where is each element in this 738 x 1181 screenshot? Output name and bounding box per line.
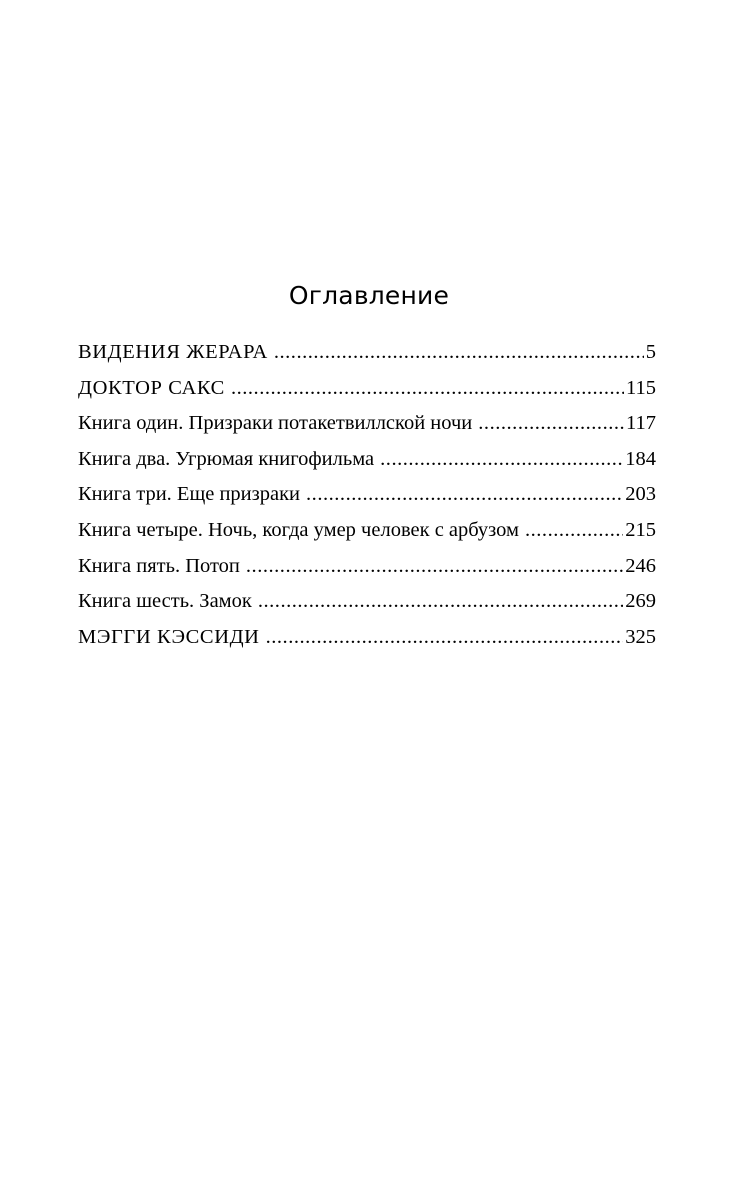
toc-dot-leader xyxy=(306,478,623,510)
toc-entry xyxy=(78,407,656,443)
toc-page-number: 5 xyxy=(645,341,656,363)
toc-entry xyxy=(78,621,656,657)
toc-page-number: 246 xyxy=(625,554,656,577)
toc-dot-leader xyxy=(525,514,623,546)
toc-dot-leader xyxy=(246,550,623,582)
toc-heading: Оглавление xyxy=(288,281,450,310)
toc-entry-title: ВИДЕНИЯ ЖЕРАРА xyxy=(78,341,268,363)
toc-dot-leader xyxy=(266,621,624,653)
toc-entry-title: Книга шесть. Замок xyxy=(78,590,252,613)
toc-dot-leader xyxy=(231,372,624,404)
toc-page-number: 203 xyxy=(625,483,656,506)
toc-entry-title: ДОКТОР САКС xyxy=(78,376,225,399)
toc-entry-title: Книга один. Призраки потакетвиллской ночи xyxy=(78,412,473,435)
toc-entry xyxy=(78,443,656,479)
toc-entry-title: Книга пять. Потоп xyxy=(78,554,240,577)
toc-entry xyxy=(78,336,656,372)
toc-entry xyxy=(78,478,656,514)
toc-dot-leader xyxy=(380,443,623,475)
toc-entry xyxy=(78,514,656,550)
toc-dot-leader xyxy=(274,336,644,368)
toc-page-number: 115 xyxy=(626,376,656,399)
toc-page-number: 117 xyxy=(626,412,656,435)
toc-dot-leader xyxy=(258,585,623,617)
toc-entry-title: МЭГГИ КЭССИДИ xyxy=(78,625,260,648)
toc-entry-title: Книга три. Еще призраки xyxy=(78,483,301,506)
toc-page-number: 325 xyxy=(625,625,656,648)
table-of-contents xyxy=(78,336,656,656)
toc-entry xyxy=(78,585,656,621)
toc-entry-title: Книга четыре. Ночь, когда умер человек с арбузом xyxy=(78,518,519,541)
toc-entry xyxy=(78,372,656,408)
toc-entry-title: Книга два. Угрюмая книгофильма xyxy=(78,447,375,470)
toc-page-number: 184 xyxy=(625,447,656,470)
toc-dot-leader xyxy=(478,407,624,439)
toc-page-number: 269 xyxy=(625,590,656,613)
toc-entry xyxy=(78,550,656,586)
toc-page-number: 215 xyxy=(625,518,656,541)
